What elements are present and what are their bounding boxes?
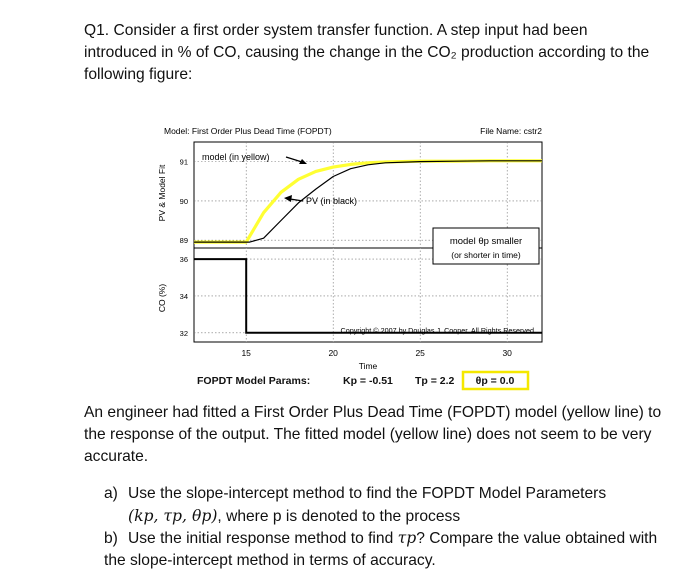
part-b-text: Use the initial response method to find	[128, 530, 398, 547]
y-tick-label: 34	[179, 291, 188, 301]
ylabel-bottom: CO (%)	[157, 283, 167, 313]
part-b-text-2: ? Compare the value obtained with the slope-intercept method in terms of accuracy.	[104, 530, 658, 569]
part-a-text-2: , where p is denoted to the process	[217, 508, 461, 525]
params-label: FOPDT Model Params:	[197, 375, 311, 387]
x-tick-label: 20	[328, 348, 338, 358]
model-yellow-label: model (in yellow)	[202, 152, 270, 162]
file-name: File Name: cstr2	[480, 126, 542, 136]
part-a-text: Use the slope-intercept method to find the FOPDT Model Parameters	[128, 485, 607, 502]
y-tick-label: 90	[179, 196, 188, 206]
x-tick-label: 30	[502, 348, 512, 358]
model-title: Model: First Order Plus Dead Time (FOPDT)	[164, 126, 332, 136]
y-tick-label: 32	[179, 328, 188, 338]
part-b	[104, 527, 664, 572]
y-tick-label: 89	[179, 236, 188, 246]
part-a-label: a)	[104, 485, 118, 502]
part-a	[104, 483, 664, 528]
smaller-line1: model θp smaller	[449, 236, 523, 247]
y-tick-label: 91	[179, 157, 188, 167]
kp-value: Kp = -0.51	[343, 375, 393, 387]
part-a-params: (kp, τp, θp)	[128, 507, 218, 525]
x-tick-label: 25	[415, 348, 425, 358]
part-b-tau: τp	[397, 529, 417, 547]
question-description: An engineer had fitted a First Order Plus Dead Time (FOPDT) model (yellow line) to the response of the output. The fitted model (yellow line) does not seem to be very accurate.	[84, 404, 662, 465]
part-a-continued	[104, 505, 664, 528]
copyright: Copyright © 2007 by Douglas J. Cooper. All Rights Reserved.	[340, 326, 536, 335]
model-params	[197, 375, 455, 387]
xlabel: Time	[358, 361, 378, 371]
smaller-line2: (or shorter in time)	[451, 250, 521, 260]
part-b-label: b)	[104, 530, 118, 547]
tp-value: Tp = 2.2	[415, 375, 455, 387]
x-tick-label: 15	[241, 348, 251, 358]
fopdt-figure	[150, 120, 550, 400]
ylabel-top: PV & Model Fit	[157, 164, 167, 222]
pv-black-label: PV (in black)	[306, 196, 358, 206]
question-title: Q1. Consider a first order system transfer function. A step input had been introduced in % of CO, causing the change in the CO₂ production according to the following figure:	[84, 22, 650, 83]
y-tick-label: 36	[179, 255, 188, 265]
ep-value: θp = 0.0	[475, 375, 515, 387]
